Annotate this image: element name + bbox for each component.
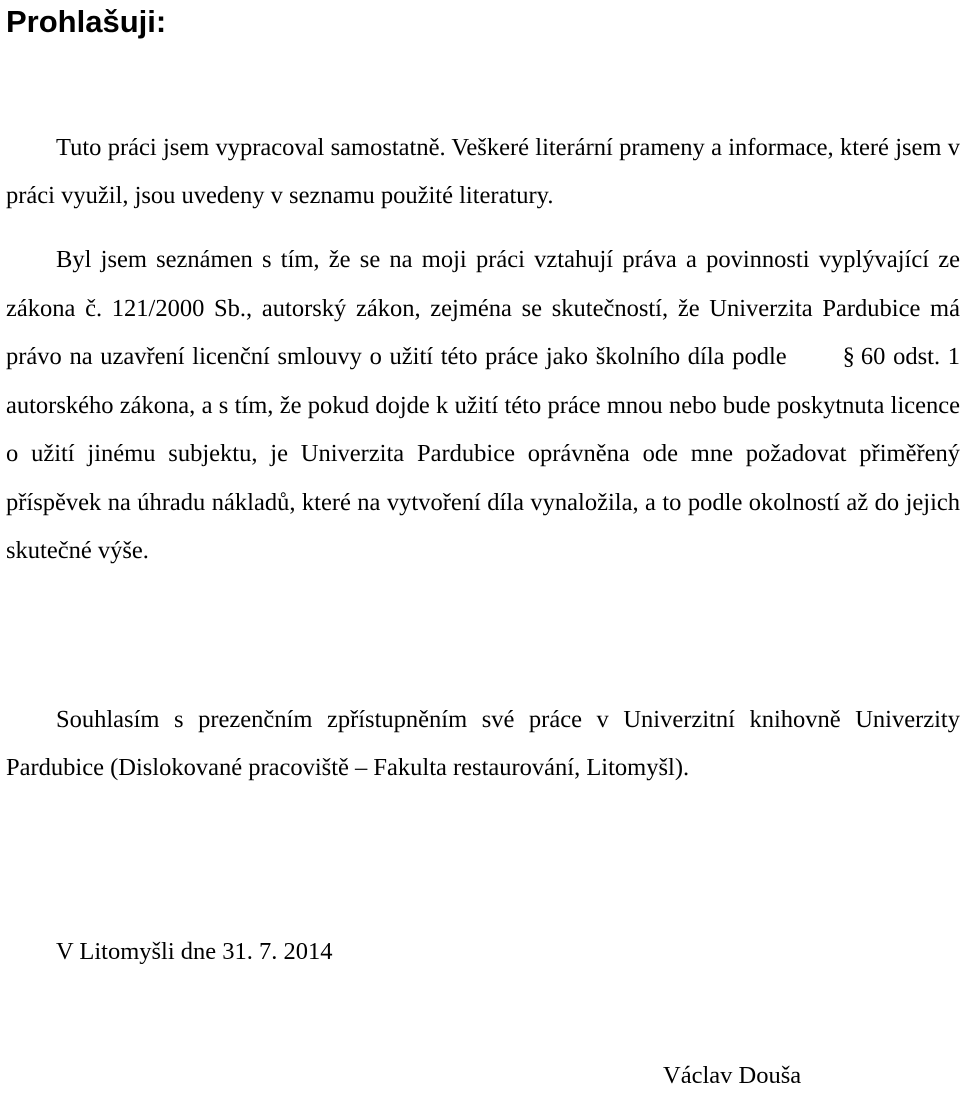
section-symbol: § [842, 343, 855, 370]
declaration-heading: Prohlašuji: [6, 4, 167, 39]
copyright-text-after-section: 60 odst. 1 autorského zákona, a s tím, že pokud dojde k užití této práce mnou nebo bude poskytnuta licence o užití jinému subjektu, je Univerzita Pardubice oprávněna ode mne požadovat přiměřený příspěvek na úhradu nákladů, které na vytvoření díla vynaložila, a to podle okolností až do jejich skutečné výše. [6, 343, 960, 564]
place-and-date: V Litomyšli dne 31. 7. 2014 [56, 938, 333, 965]
copyright-paragraph [6, 236, 960, 576]
copyright-text-before-section: Byl jsem seznámen s tím, že se na moji práci vztahují práva a povinnosti vyplývající ze zákona č. 121/2000 Sb., autorský zákon, zejména se skutečností, že Univerzita Pardubice má právo na uzavření licenční smlouvy o užití této práce jako školního díla podle [6, 246, 960, 370]
author-signature-name: Václav Douša [663, 1062, 802, 1089]
library-consent-paragraph: Souhlasím s prezenčním zpřístupněním své práce v Univerzitní knihovně Univerzity Pardubice (Dislokované pracoviště – Fakulta restaurování, Litomyšl). [6, 706, 960, 781]
authorship-paragraph: Tuto práci jsem vypracoval samostatně. Veškeré literární prameny a informace, které jsem v práci využil, jsou uvedeny v seznamu použité literatury. [6, 134, 960, 209]
